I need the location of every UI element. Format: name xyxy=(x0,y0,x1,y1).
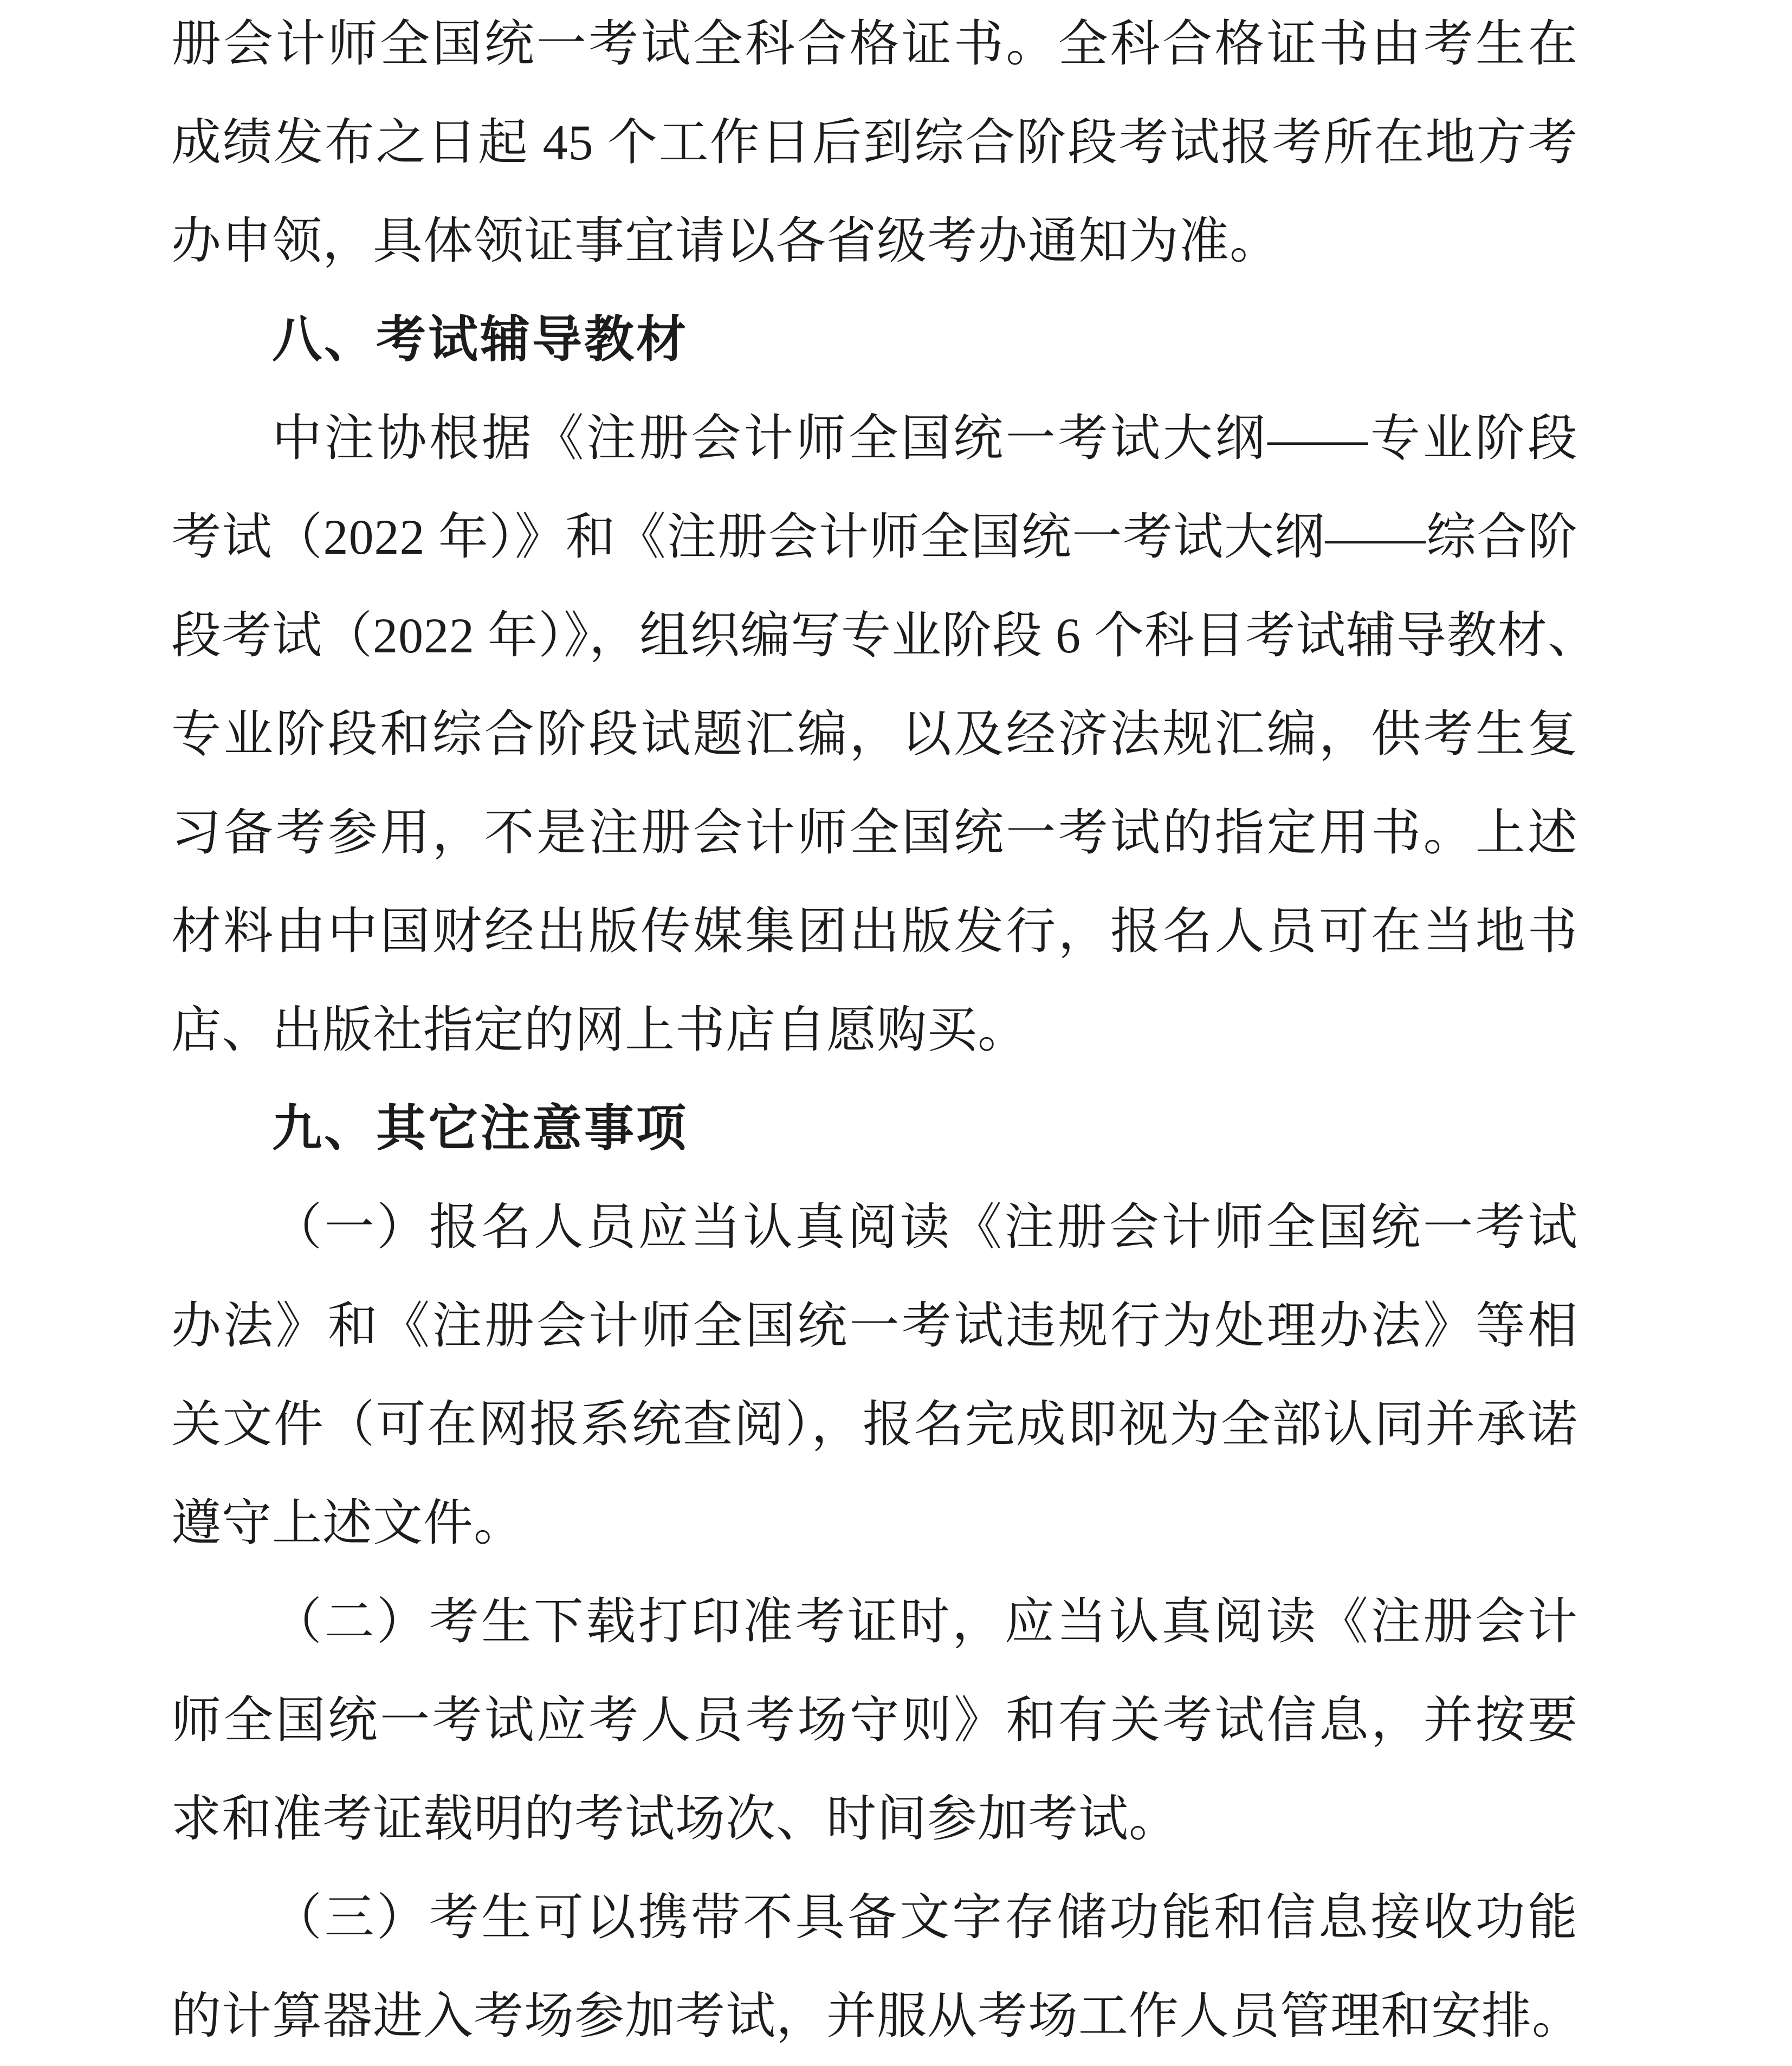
text-line: （一）报名人员应当认真阅读《注册会计师全国统一考试 xyxy=(272,1200,1578,1255)
text-line: 师全国统一考试应考人员考场守则》和有关考试信息，并按要 xyxy=(171,1693,1578,1748)
text-line: 册会计师全国统一考试全科合格证书。全科合格证书由考生在 xyxy=(171,16,1578,72)
document-text-block xyxy=(171,0,1599,2065)
text-line: 求和准考证载明的考试场次、时间参加考试。 xyxy=(171,1791,1180,1847)
text-line: 专业阶段和综合阶段试题汇编，以及经济法规汇编，供考生复 xyxy=(171,707,1578,762)
text-line: 关文件（可在网报系统查阅），报名完成即视为全部认同并承诺 xyxy=(171,1397,1578,1452)
text-line: 办法》和《注册会计师全国统一考试违规行为处理办法》等相 xyxy=(171,1298,1578,1353)
text-line: 考试（2022 年）》和《注册会计师全国统一考试大纲——综合阶 xyxy=(171,509,1578,565)
text-line: （三）考生可以携带不具备文字存储功能和信息接收功能 xyxy=(272,1890,1578,1945)
text-line: 段考试（2022 年）》，组织编写专业阶段 6 个科目考试辅导教材、 xyxy=(171,608,1599,663)
section-heading: 九、其它注意事项 xyxy=(272,1101,689,1156)
text-line: 的计算器进入考场参加考试，并服从考场工作人员管理和安排。 xyxy=(171,1989,1583,2044)
section-heading: 八、考试辅导教材 xyxy=(272,312,689,367)
text-line: 遵守上述文件。 xyxy=(171,1495,525,1551)
text-line: 习备考参用，不是注册会计师全国统一考试的指定用书。上述 xyxy=(171,805,1578,860)
text-line: （二）考生下载打印准考证时，应当认真阅读《注册会计 xyxy=(272,1594,1578,1649)
text-line: 办申领，具体领证事宜请以各省级考办通知为准。 xyxy=(171,213,1280,269)
text-line: 材料由中国财经出版传媒集团出版发行，报名人员可在当地书 xyxy=(171,904,1578,959)
text-line: 成绩发布之日起 45 个工作日后到综合阶段考试报考所在地方考 xyxy=(171,115,1578,170)
text-line: 店、出版社指定的网上书店自愿购买。 xyxy=(171,1002,1028,1058)
text-line: 中注协根据《注册会计师全国统一考试大纲——专业阶段 xyxy=(272,411,1578,466)
